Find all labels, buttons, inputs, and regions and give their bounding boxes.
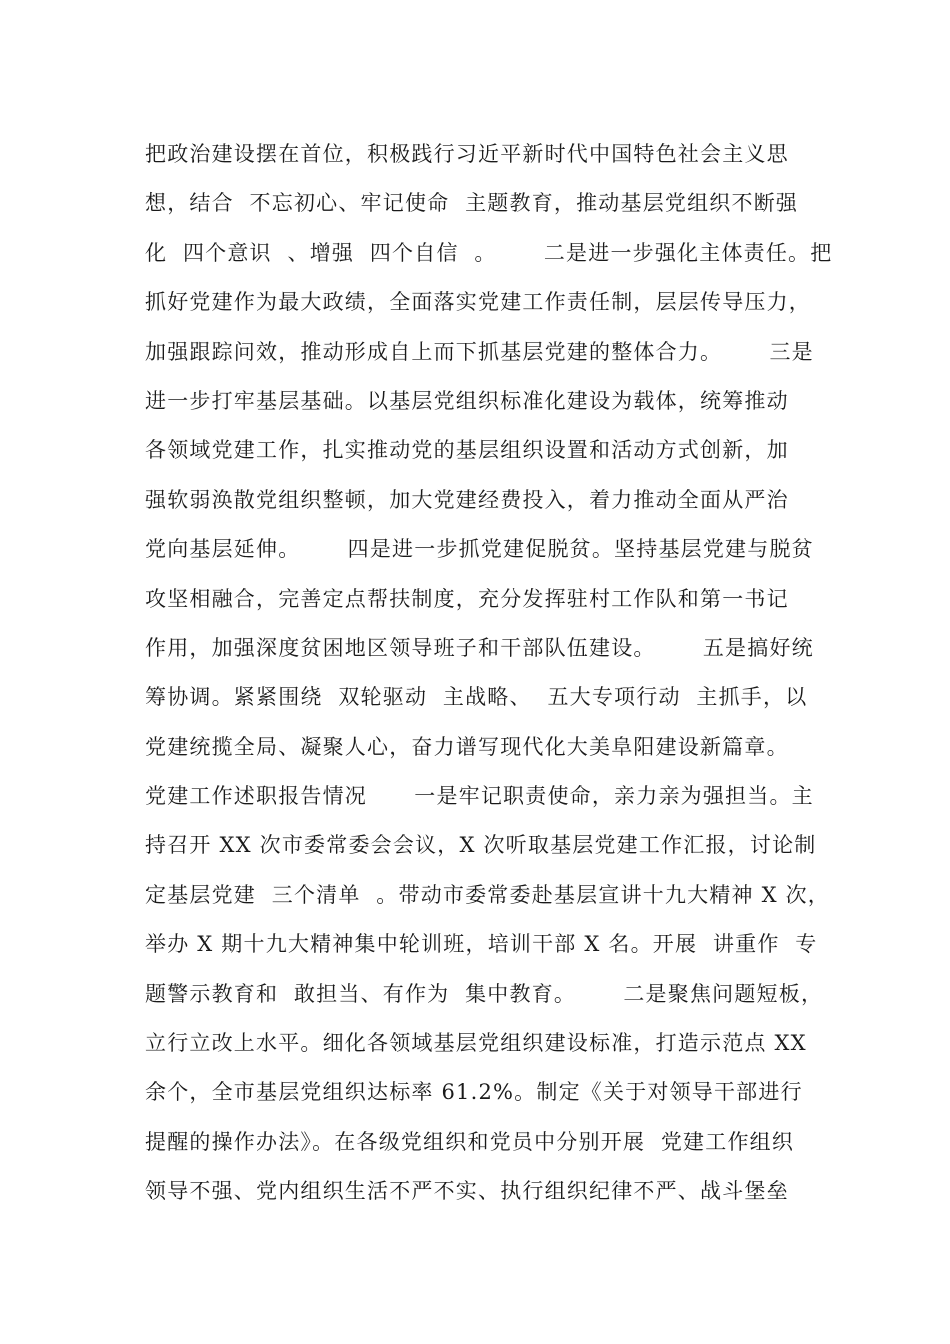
text-line: 党建工作述职报告情况 一是牢记职责使命，亲力亲为强担当。主 [145, 784, 814, 809]
text-line: 举办 X 期十九大精神集中轮训班，培训干部 X 名。开展 讲重作 专 [145, 932, 818, 957]
text-line: 党向基层延伸。 四是进一步抓党建促脱贫。坚持基层党建与脱贫 [145, 537, 814, 562]
text-line: 定基层党建 三个清单 。带动市委常委赴基层宣讲十九大精神 X 次， [145, 882, 830, 907]
text-line: 把政治建设摆在首位，积极践行习近平新时代中国特色社会主义思 [145, 142, 789, 166]
text-line: 抓好党建作为最大政绩，全面落实党建工作责任制，层层传导压力， [145, 290, 811, 315]
text-line: 提醒的操作办法》。在各级党组织和党员中分别开展 党建工作组织 [145, 1129, 795, 1154]
text-line: 题警示教育和 敢担当、有作为 集中教育。 二是聚焦问题短板， [145, 981, 824, 1006]
text-line: 强软弱涣散党组织整顿，加大党建经费投入，着力推动全面从严治 [145, 487, 789, 512]
text-line: 党建统揽全局、凝聚人心，奋力谱写现代化大美阜阳建设新篇章。 [145, 734, 789, 759]
text-line: 化 四个意识 、增强 四个自信 。 二是进一步强化主体责任。把 [145, 240, 833, 265]
text-line: 攻坚相融合，完善定点帮扶制度，充分发挥驻村工作队和第一书记 [145, 586, 789, 611]
text-line: 余个，全市基层党组织达标率 61.2%。制定《关于对领导干部进行 [145, 1080, 803, 1105]
text-line: 想，结合 不忘初心、牢记使命 主题教育，推动基层党组织不断强 [145, 191, 799, 216]
text-line: 加强跟踪问效，推动形成自上而下抓基层党建的整体合力。 三是 [145, 339, 814, 364]
text-line: 立行立改上水平。细化各领域基层党组织建设标准，打造示范点 XX [145, 1031, 807, 1056]
text-line: 持召开 XX 次市委常委会会议，X 次听取基层党建工作汇报，讨论制 [145, 833, 817, 858]
body-text [145, 130, 833, 1217]
text-line: 进一步打牢基层基础。以基层党组织标准化建设为载体，统筹推动 [145, 388, 789, 413]
text-line: 各领域党建工作，扎实推动党的基层组织设置和活动方式创新，加 [145, 438, 789, 463]
text-line: 作用，加强深度贫困地区领导班子和干部队伍建设。 五是搞好统 [145, 635, 814, 660]
text-line: 筹协调。紧紧围绕 双轮驱动 主战略、 五大专项行动 主抓手，以 [145, 685, 808, 710]
text-line: 领导不强、党内组织生活不严不实、执行组织纪律不严、战斗堡垒 [145, 1179, 789, 1204]
